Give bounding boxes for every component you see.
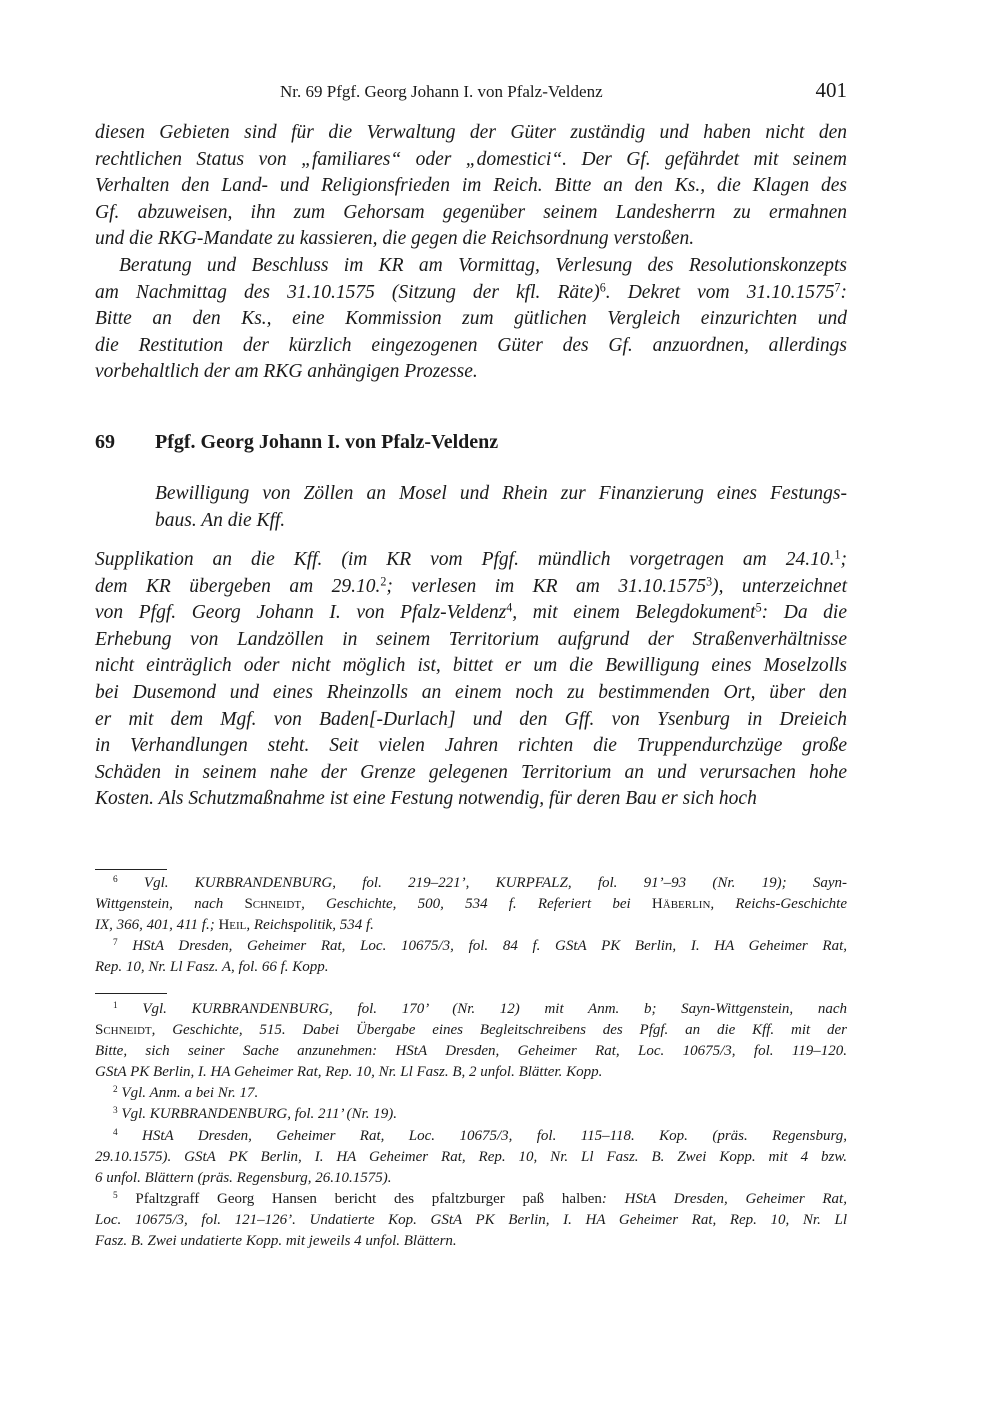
text-line: Fasz. B. Zwei undatierte Kopp. mit jeweils 4 unfol. Blättern. <box>95 1233 457 1250</box>
section-subtitle <box>155 481 847 534</box>
text-segment: : Da die <box>761 602 847 624</box>
paragraph <box>95 1189 847 1252</box>
intro-text <box>95 120 847 386</box>
footnote-marker: 1 <box>834 547 841 562</box>
text-line <box>95 574 847 601</box>
text-line: nicht einträglich oder nicht möglich ist, bittet er um die Bewilligung eines Moselzolls <box>95 655 847 677</box>
text-segment: ), unterzeichnet <box>712 575 847 597</box>
footnote-marker: 4 <box>506 600 513 615</box>
text-segment: , Reichspolitik, 534 f. <box>246 917 374 934</box>
text-line: und die RKG-Mandate zu kassieren, die gegen die Reichsordnung verstoßen. <box>95 228 695 250</box>
subtitle-line: Bewilligung von Zöllen an Mosel und Rhein zur Finanzierung eines Festungs- <box>155 483 847 504</box>
paragraph <box>95 120 847 253</box>
text-line <box>95 915 847 936</box>
footnote-marker: 2 <box>380 573 387 588</box>
text-segment: am Nachmittag des 31.10.1575 (Sitzung der kfl. Räte) <box>95 281 600 303</box>
text-segment: Vgl. Anm. a bei Nr. 17. <box>117 1085 259 1102</box>
text-line: Schäden in seinem nahe der Grenze gelegenen Territorium an und verursachen hohe <box>95 761 847 783</box>
text-line: Loc. 10675/3, fol. 121–126’. Undatierte Kop. GStA PK Berlin, I. HA Geheimer Rat, Rep. 10, Nr. Ll <box>95 1211 847 1228</box>
text-line: Bitte, sich seiner Sache anzunehmen: HStA Dresden, Geheimer Rat, Loc. 10675/3, fol. 119–120. <box>95 1043 847 1060</box>
text-segment: : <box>840 281 848 303</box>
footnote-marker: 7 <box>834 279 841 294</box>
section-number: 69 <box>95 431 115 453</box>
text-line: vorbehaltlich der am RKG anhängigen Prozesse. <box>95 361 478 383</box>
paragraph <box>95 1126 847 1189</box>
text-line: Beratung und Beschluss im KR am Vormittag, Verlesung des Resolutionskonzepts <box>119 254 847 276</box>
text-line: 29.10.1575). GStA PK Berlin, I. HA Geheimer Rat, Rep. 10, Nr. Ll Fasz. B. Zwei Kopp. mit 4 bzw. <box>95 1148 847 1165</box>
footnote-marker: 6 <box>113 874 118 885</box>
text-segment: , Reichs-Geschichte <box>710 896 847 913</box>
text-segment: Vgl. KURBRANDENBURG, fol. 219–221’, KURPFALZ, fol. 91’–93 (Nr. 19); Sayn- <box>117 875 847 891</box>
previous-footnotes <box>95 873 847 978</box>
paragraph <box>95 999 847 1083</box>
text-line <box>95 600 847 627</box>
text-segment: Häberlin <box>651 896 711 913</box>
text-line: Bitte an den Ks., eine Kommission zum gütlichen Vergleich einzurichten und <box>95 308 847 330</box>
text-segment: von Pfgf. Georg Johann I. von Pfalz-Veldenz <box>95 602 507 624</box>
text-segment: Wittgenstein, nach <box>95 896 245 913</box>
text-line: Kosten. Als Schutzmaßnahme ist eine Festung notwendig, für deren Bau er sich hoch <box>95 788 757 810</box>
text-line <box>95 1083 847 1104</box>
text-segment: Vgl. KURBRANDENBURG, fol. 170’ (Nr. 12) mit Anm. b; Sayn-Wittgenstein, nach <box>117 1001 847 1017</box>
section-heading <box>95 431 847 454</box>
text-segment: . Dekret vom 31.10.1575 <box>605 281 835 303</box>
text-line: Erhebung von Landzöllen in seinem Territorium aufgrund der Straßenverhältnisse <box>95 628 847 650</box>
text-line: Rep. 10, Nr. Ll Fasz. A, fol. 66 f. Kopp. <box>95 959 329 976</box>
footnote-marker: 1 <box>113 1000 118 1011</box>
text-segment: Pfaltzgraff Georg Hansen bericht des pfaltzburger paß halben <box>117 1190 602 1207</box>
text-segment: Vgl. KURBRANDENBURG, fol. 211’ (Nr. 19). <box>117 1106 397 1123</box>
text-segment: , mit einem Belegdokument <box>512 602 756 624</box>
text-line: bei Dusemond und eines Rheinzolls an einem noch zu bestimmenden Ort, über den <box>95 681 847 703</box>
text-line: GStA PK Berlin, I. HA Geheimer Rat, Rep. 10, Nr. Ll Fasz. B, 2 unfol. Blätter. Kopp. <box>95 1064 603 1081</box>
footnote-rule <box>95 993 167 994</box>
text-line: rechtlichen Status von „familiares“ oder „domestici“. Der Gf. gefährdet mit seinem <box>95 148 847 170</box>
text-segment: IX, 366, 401, 411 f.; <box>95 917 219 934</box>
paragraph <box>95 873 847 936</box>
paragraph <box>95 1104 847 1125</box>
text-line <box>95 1104 847 1125</box>
section-title: Pfgf. Georg Johann I. von Pfalz-Veldenz <box>155 431 499 453</box>
text-segment: dem KR übergeben am 29.10. <box>95 575 381 597</box>
footnote-marker: 3 <box>113 1106 118 1117</box>
text-segment: HStA Dresden, Geheimer Rat, Loc. 10675/3, fol. 115–118. Kop. (präs. Regensburg, <box>117 1127 847 1144</box>
text-segment: Supplikation an die Kff. (im KR vom Pfgf. mündlich vorgetragen am 24.10. <box>95 549 835 570</box>
text-segment: Schneidt <box>95 1022 152 1039</box>
text-line: 6 unfol. Blättern (präs. Regensburg, 26.10.1575). <box>95 1169 392 1186</box>
footnotes <box>95 999 847 1252</box>
text-line <box>95 936 847 957</box>
text-segment: , Geschichte, 500, 534 f. Referiert bei <box>301 896 652 913</box>
page-number: 401 <box>815 78 847 102</box>
text-line: Gf. abzuweisen, ihn zum Gehorsam gegenüber seinem Landesherrn zu ermahnen <box>95 201 847 223</box>
text-segment: ; verlesen im KR am 31.10.1575 <box>386 575 707 597</box>
footnote-marker: 2 <box>113 1085 118 1096</box>
text-line: diesen Gebieten sind für die Verwaltung der Güter zuständig und haben nicht den <box>95 122 847 143</box>
text-segment: ; <box>840 549 847 570</box>
footnote-marker: 3 <box>706 573 713 588</box>
text-line <box>95 280 847 307</box>
text-line: Verhalten den Land- und Religionsfrieden im Reich. Bitte an den Ks., die Klagen des <box>95 175 847 197</box>
text-line <box>95 999 847 1020</box>
text-line <box>95 547 847 574</box>
text-line <box>95 1020 847 1041</box>
text-line <box>95 894 847 915</box>
footnote-rule <box>95 869 167 870</box>
footnote-marker: 6 <box>599 279 606 294</box>
text-segment: , Geschichte, 515. Dabei Übergabe eines Begleitschreibens des Pfgf. an die Kff. mit der <box>151 1022 847 1039</box>
footnote-marker: 7 <box>113 938 118 949</box>
paragraph <box>95 1083 847 1104</box>
paragraph <box>95 253 847 386</box>
text-segment: : HStA Dresden, Geheimer Rat, <box>601 1190 847 1207</box>
section-body <box>95 547 847 813</box>
text-line: die Restitution der kürzlich eingezogenen Güter des Gf. anzuordnen, allerdings <box>95 334 847 356</box>
footnote-marker: 5 <box>113 1190 118 1201</box>
running-title: Nr. 69 Pfgf. Georg Johann I. von Pfalz-Veldenz <box>280 82 603 101</box>
text-line <box>95 1189 847 1210</box>
text-segment: HStA Dresden, Geheimer Rat, Loc. 10675/3, fol. 84 f. GStA PK Berlin, I. HA Geheimer Rat, <box>117 938 847 955</box>
text-line <box>95 873 847 894</box>
text-segment: Schneidt <box>244 896 302 913</box>
text-segment: Heil <box>218 917 247 934</box>
footnote-marker: 4 <box>113 1127 118 1138</box>
paragraph <box>95 936 847 978</box>
text-line: er mit dem Mgf. von Baden[-Durlach] und den Gff. von Ysenburg in Dreieich <box>95 708 847 730</box>
footnote-marker: 5 <box>755 600 762 615</box>
subtitle-line: baus. An die Kff. <box>155 509 286 531</box>
text-line <box>95 1126 847 1147</box>
text-line: in Verhandlungen steht. Seit vielen Jahren richten die Truppendurchzüge große <box>95 735 847 757</box>
